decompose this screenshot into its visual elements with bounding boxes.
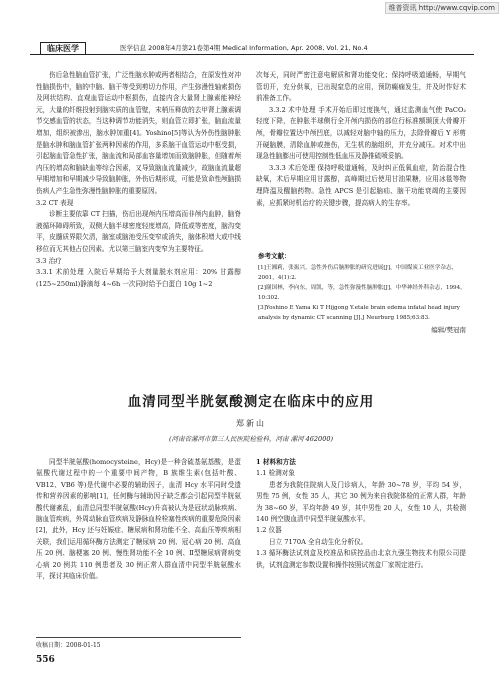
subheading: 1.2 仪器 — [256, 526, 282, 535]
received-date: 收稿日期：2008-01-15 — [36, 637, 241, 649]
paragraph: 伤后急性脑血管扩张，广泛性脑水肿或两者相结合，在原发性对冲性脑损伤中，脑的中脑、脑干等受到剪切力作用，产生弥漫性轴索损伤及网状结构、直观血管运动中枢损伤，直接内含大量肾上腺素能神经元，大量的纤维投射到脑实质的血管壁，末梢压释放的去甲肾上腺素调节交感血管的状态，当这种调节功能消失，则血管立即扩张，脑血流量增加，组织被渗出，脑水肿加重[4]。Yoshino[5]等认为外伤性脑肿胀是脑水肿和脑血管扩张两种因素的作用，多系脑干血管运动中枢受损，引起脑血管急性扩张，脑血流和局部血容量增加而致脑肿胀，但随着颅内压的增高和脑缺血等综合因素，又导致脑血流量减少，故脑血流量超早期增加和早期减少导致脑肿胀，外伤后期形成，可能是致命性颅脑损伤病人产生急性弥漫性脑肿胀的重要原因。 — [36, 71, 241, 195]
left-column — [36, 70, 241, 290]
article-affiliation: (河南省漯河市第三人民医院检验科，河南 漯河 462000) — [168, 435, 334, 443]
reference-item: [3]Yoshino E Yama Ki T Hijgong Y.etale brain edema infatal head injury analysis by dynamic CT scanning [J].J Neurburg 1985;63:83. — [258, 305, 460, 321]
paragraph: 日立 7170A 全自动生化分析仪。 — [269, 537, 368, 546]
section-heading: 1 材料和方法 — [256, 458, 296, 466]
paragraph: 次每天，同时严密注意电解质和肾功能变化；保持呼吸道通畅，早期气管切开，充分供氧，已出现窒息的应用，预防癫痫发生，并及时作好术前准备工作。 — [256, 71, 466, 103]
right-column — [256, 70, 466, 209]
journal-info: 医学信息 2008年4月第21卷第4期 Medical Information, Apr. 2008, Vol. 21, No.4 — [120, 44, 368, 52]
reference-item: [1]王湘莉，张振兴，急性外伤后脑肿胀的研究进展[J]，中国煤炭工业医学杂志，2001，4(1):2. — [258, 265, 458, 281]
watermark: 维普资讯 http://www.cqvip.com — [385, 2, 499, 14]
paragraph: 同型半胱氨酸(homocysteine，Hcy)是一种含硫基氨基酸，是蛋氨酸代谢过程中的一个重要中间产物，B 族维生素(包括叶酸、VB12、VB6 等)是代谢中必要的辅助因子，血清 Hcy 水平同时受遗传和营养因素的影响[1]，任何酶与辅助因子缺乏都会引起同型半胱氨酸代谢紊乱，血清总同型半胱氨酸(Hcy)升高被认为是冠状动脉疾病、脑血管疾病，外周动脉血管疾病及静脉血栓栓塞性疾病的重要危险因素[2]，此外，Hcy 还与妊娠症、糖尿病和肾功能不全、高血压等疾病相关联，我们运用循环酶方法测定了糖尿病 20 例、冠心病 20 例、高血压 20 例、脑梗塞 20 例、慢性肾功能不全 10 例、Ⅱ型糖尿病肾病变心病 20 例共 110 例患者及 30 例正常人群血清中同型半胱氨酸水平，探讨其临床价值。 — [36, 458, 241, 581]
abstract-paragraph — [36, 457, 241, 582]
paragraph: 诊断主要依靠 CT 扫描，伤后出现颅内压增高而非颅内血肿，脑脊液循环障碍所致，双侧大脑半球密度轻度增高，降低或等密度，脑沟变平，皮髓质界限欠清，脑室或脑池受压变窄或消失，脑体积增大或中线移位而无其他占位因素。尤以第三脑室内变窄为主要特征。 — [36, 210, 241, 253]
subheading: 1.1 检测对象 — [256, 469, 295, 478]
methods-column — [256, 457, 466, 571]
references-title: 参考文献： — [258, 252, 291, 260]
article-author: 郑新山 — [236, 419, 266, 428]
paragraph: 患者为我院住院病人及门诊病人，年龄 30~78 岁，平均 54 岁，男性 75 例，女性 35 人，其它 30 例为来自我院体检的正常人群，年龄为 38~60 岁，平均年龄 49 岁，其中男性 20 人，女性 10 人，共检测 140 例空腹血清中同型半胱氨酸水平。 — [256, 480, 466, 524]
paragraph: 3.3.1 术前处理 入院后早期给予大剂量脱水剂应用：20% 甘露醇(125~250ml)静滴每 4~6h 一次同时给予白蛋白 10g 1~2 — [36, 268, 241, 288]
paragraph: 1.3 循环酶法试剂盒及校准品和质控品由北京九强生物技术有限公司提供，试剂盒测定参数设置和操作按照试剂盒厂家规定进行。 — [256, 549, 466, 569]
paragraph: 3.3.3 术后处理 保持呼吸道通畅，及时纠正低氧血症，防治混合性缺氧，术后早期应用甘露醇，高峰期过后使用甘油果糖，应用冰毯等物理降温及醒脑药物。急性 APCS 是引起脑疝、脑干功能衰竭的主要因素，应抓紧时机治疗的关键步骤，提高病人的生存率。 — [256, 163, 466, 207]
reference-item: [2]谢国林，李向东，周凯，等，急性弥漫性脑肿胀[J]，中华神经外科杂志，1994，10:302. — [258, 285, 466, 301]
article-title: 血清同型半胱氨酸测定在临床中的应用 — [127, 394, 375, 410]
subheading: 3.2 CT 表现 — [36, 198, 74, 207]
subheading: 3.3 治疗 — [36, 256, 62, 265]
references — [258, 251, 466, 323]
paragraph: 3.3.2 术中处理 手术开始后即过度换气，通过监测血气使 PaCO₂ 轻度下降，在肿胀半球侧行全开颅内损伤的部位行标准额颞顶大骨瓣开颅，骨瓣位置达中颅凹底，以减轻对脑中轴的压力，去除骨瓣后 Y 形剪开硬脑膜，清除血肿或挫伤，无生机的脑组织，并充分减压。对术中出现急性脑膨出可使用控制性低血压及静推硫喷妥钠。 — [256, 105, 466, 161]
editor-credit: 编辑/樊冠南 — [431, 326, 466, 334]
page-number: 556 — [36, 655, 55, 665]
section-label: 临床医学 — [40, 42, 86, 55]
